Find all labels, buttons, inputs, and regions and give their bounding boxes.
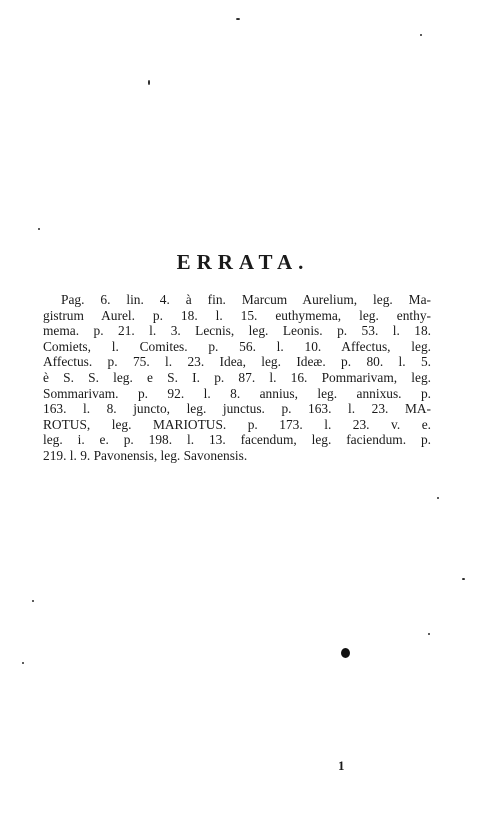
print-speck	[428, 633, 430, 635]
errata-line: mema. p. 21. l. 3. Lecnis, leg. Leonis. p. 53. l. 18.	[43, 323, 431, 339]
errata-line: è S. S. leg. e S. I. p. 87. l. 16. Pommarivam, leg.	[43, 369, 431, 385]
print-speck	[437, 497, 439, 499]
print-speck	[38, 228, 40, 230]
errata-line: 219. l. 9. Pavonensis, leg. Savonensis.	[43, 447, 248, 463]
print-speck	[236, 18, 240, 20]
print-speck	[148, 80, 150, 85]
errata-line: ROTUS, leg. MARIOTUS. p. 173. l. 23. v. e.	[43, 416, 431, 432]
print-speck	[22, 662, 24, 664]
errata-heading: ERRATA.	[176, 250, 310, 274]
errata-line: leg. i. e. p. 198. l. 13. facendum, leg. faciendum. p.	[43, 432, 431, 448]
errata-line: Sommarivam. p. 92. l. 8. annius, leg. annixus. p.	[43, 385, 431, 401]
errata-line: Affectus. p. 75. l. 23. Idea, leg. Ideæ. p. 80. l. 5.	[43, 354, 431, 370]
print-speck	[420, 34, 422, 36]
errata-line: Comiets, l. Comites. p. 56. l. 10. Affectus, leg.	[43, 338, 431, 354]
errata-text	[43, 292, 431, 464]
errata-line: gistrum Aurel. p. 18. l. 15. euthymema, leg. enthy-	[43, 307, 431, 323]
print-speck	[32, 600, 34, 602]
print-speck	[462, 578, 465, 580]
errata-line: 163. l. 8. juncto, leg. junctus. p. 163. l. 23. MA-	[43, 401, 431, 417]
page-number: 1	[338, 758, 345, 773]
errata-line: Pag. 6. lin. 4. à fin. Marcum Aurelium, leg. Ma-	[61, 292, 431, 307]
ink-blot-mark	[341, 648, 350, 658]
